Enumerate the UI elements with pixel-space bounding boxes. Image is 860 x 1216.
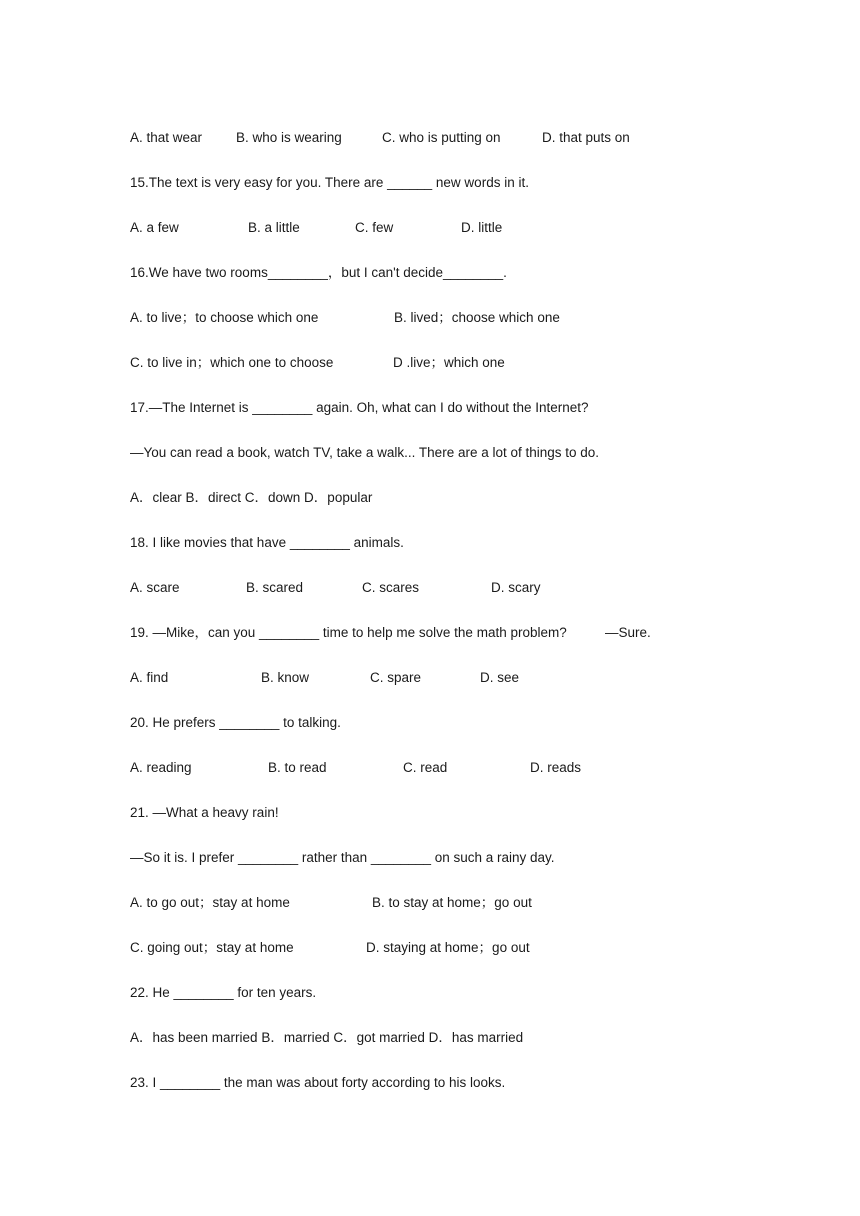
option-d: D. staying at home；go out: [366, 940, 530, 955]
option-d: D. little: [461, 220, 503, 235]
option-line: [130, 308, 560, 328]
option-a: A. a few: [130, 220, 179, 235]
question-text: 19. —Mike，can you ________ time to help me solve the math problem?: [130, 625, 567, 640]
option-c: C. few: [355, 220, 394, 235]
option-a: A. find: [130, 670, 169, 685]
options-text: A．has been married B．married C．got married D．has married: [130, 1030, 524, 1045]
option-d: D .live；which one: [393, 355, 505, 370]
question-17: [130, 398, 589, 418]
option-b: B. lived；choose which one: [394, 310, 560, 325]
question-23: [130, 1073, 506, 1093]
dialogue-text: —So it is. I prefer ________ rather than ________ on such a rainy day.: [130, 850, 555, 865]
option-c: C. to live in；which one to choose: [130, 355, 334, 370]
option-line: [130, 128, 630, 148]
option-c: C. read: [403, 760, 448, 775]
question-18: [130, 533, 404, 553]
question-15: [130, 173, 529, 193]
option-line: [130, 1028, 524, 1048]
option-d: D. reads: [530, 760, 582, 775]
option-line: [130, 938, 530, 958]
option-line: [130, 488, 373, 508]
question-text: 20. He prefers ________ to talking.: [130, 715, 341, 730]
option-line: [130, 668, 520, 688]
question-19: [130, 623, 651, 643]
option-d: D. that puts on: [542, 130, 630, 145]
option-b: B. know: [261, 670, 310, 685]
option-b: B. who is wearing: [236, 130, 342, 145]
answer-text: —Sure.: [605, 625, 651, 640]
question-text: 23. I ________ the man was about forty according to his looks.: [130, 1075, 506, 1090]
question-text: 18. I like movies that have ________ animals.: [130, 535, 404, 550]
option-d: D. scary: [491, 580, 541, 595]
option-b: B. to read: [268, 760, 327, 775]
question-text: 17.—The Internet is ________ again. Oh, what can I do without the Internet?: [130, 400, 589, 415]
question-22: [130, 983, 317, 1003]
option-b: B. to stay at home；go out: [372, 895, 532, 910]
option-line: [130, 893, 532, 913]
option-b: B. a little: [248, 220, 300, 235]
option-a: A. to live；to choose which one: [130, 310, 319, 325]
option-line: [130, 758, 582, 778]
question-16: [130, 263, 507, 283]
dialogue-line: [130, 443, 600, 463]
option-line: [130, 353, 505, 373]
option-a: A. scare: [130, 580, 180, 595]
options-text: A．clear B．direct C．down D．popular: [130, 490, 373, 505]
option-line: [130, 218, 503, 238]
option-c: C. who is putting on: [382, 130, 501, 145]
dialogue-text: —You can read a book, watch TV, take a walk... There are a lot of things to do.: [130, 445, 600, 460]
option-d: D. see: [480, 670, 520, 685]
question-text: 16.We have two rooms________，but I can't decide________.: [130, 265, 507, 280]
option-line: [130, 578, 541, 598]
question-text: 22. He ________ for ten years.: [130, 985, 317, 1000]
option-c: C. spare: [370, 670, 422, 685]
option-a: A. to go out；stay at home: [130, 895, 290, 910]
question-text: 21. —What a heavy rain!: [130, 805, 279, 820]
question-text: 15.The text is very easy for you. There are ______ new words in it.: [130, 175, 529, 190]
option-c: C. going out；stay at home: [130, 940, 294, 955]
question-21: [130, 803, 279, 823]
option-b: B. scared: [246, 580, 304, 595]
dialogue-line: [130, 848, 555, 868]
question-20: [130, 713, 341, 733]
option-a: A. that wear: [130, 130, 203, 145]
option-c: C. scares: [362, 580, 420, 595]
option-a: A. reading: [130, 760, 192, 775]
